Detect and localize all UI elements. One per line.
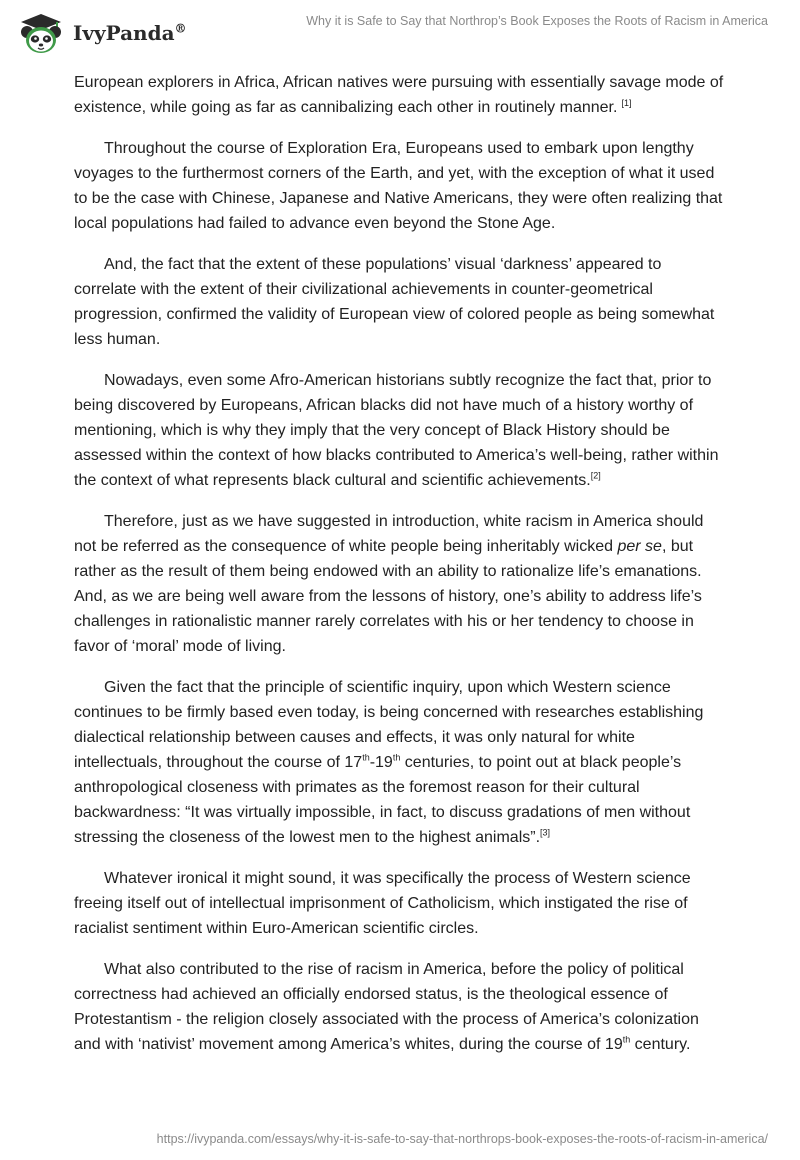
footnote-ref-2[interactable]: [2] [590, 470, 601, 481]
paragraph-8: What also contributed to the rise of racism in America, before the policy of political correctness had achieved an officially endorsed status, is the theological essence of Protestantism - the religion closely associated with the process of America’s colonization and with ‘nativist’ movement among America’s whites, during the course of 19th century. [74, 961, 699, 1053]
paragraph-2: Throughout the course of Exploration Era, Europeans used to embark upon lengthy voyages to the furthermost corners of the Earth, and yet, with the exception of what it used to be the case with Chinese, Japanese and Native Americans, they were often realizing that local populations had failed to advance even beyond the Stone Age. [74, 140, 723, 232]
ivypanda-logo[interactable] [15, 10, 187, 56]
paragraph-7: Whatever ironical it might sound, it was specifically the process of Western science freeing itself out of intellectual imprisonment of Catholicism, which instigated the rise of racialist sentiment within Euro-American scientific circles. [74, 870, 691, 937]
essay-body [74, 70, 726, 1073]
panda-graduate-icon [15, 10, 67, 56]
paragraph-1: European explorers in Africa, African natives were pursuing with essentially savage mode of existence, while going as far as cannibalizing each other in routinely manner. [1] [74, 74, 724, 116]
source-url[interactable]: https://ivypanda.com/essays/why-it-is-safe-to-say-that-northrops-book-exposes-the-roots-of-racism-in-america/ [156, 1132, 768, 1146]
paragraph-6: Given the fact that the principle of scientific inquiry, upon which Western science continues to be firmly based even today, is being concerned with researches establishing dialectical relationship between causes and effects, it was only natural for white intellectuals, throughout the course of 17th-19th centuries, to point out at black people’s anthropological closeness with primates as the foremost reason for their cultural backwardness: “It was virtually impossible, in fact, to discuss gradations of men without stressing the closeness of the lowest men to the highest animals”.[3] [74, 679, 704, 846]
paragraph-3: And, the fact that the extent of these populations’ visual ‘darkness’ appeared to correlate with the extent of their civilizational achievements in counter-geometrical progression, confirmed the validity of European view of colored people as being somewhat less human. [74, 256, 715, 348]
footnote-ref-3[interactable]: [3] [540, 827, 551, 838]
paragraph-4: Nowadays, even some Afro-American historians subtly recognize the fact that, prior to being discovered by Europeans, African blacks did not have much of a history worthy of mentioning, which is why they imply that the very concept of Black History should be assessed within the context of how blacks contributed to America’s well-being, rather within the context of what represents black cultural and scientific achievements.[2] [74, 372, 719, 489]
page-header [0, 0, 800, 70]
paragraph-5: Therefore, just as we have suggested in introduction, white racism in America should not be referred as the consequence of white people being inheritably wicked per se, but rather as the result of them being endowed with an ability to rationalize life’s emanations. And, as we are being well aware from the lessons of history, one’s ability to address life’s challenges in rationalistic manner rarely correlates with his or her tendency to choose in favor of ‘moral’ mode of living. [74, 513, 704, 655]
brand-name: IvyPanda® [73, 21, 187, 45]
footnote-ref-1[interactable]: [1] [621, 97, 632, 108]
document-title: Why it is Safe to Say that Northrop’s Book Exposes the Roots of Racism in America [306, 14, 768, 28]
emphasis-text: per se [617, 538, 662, 555]
